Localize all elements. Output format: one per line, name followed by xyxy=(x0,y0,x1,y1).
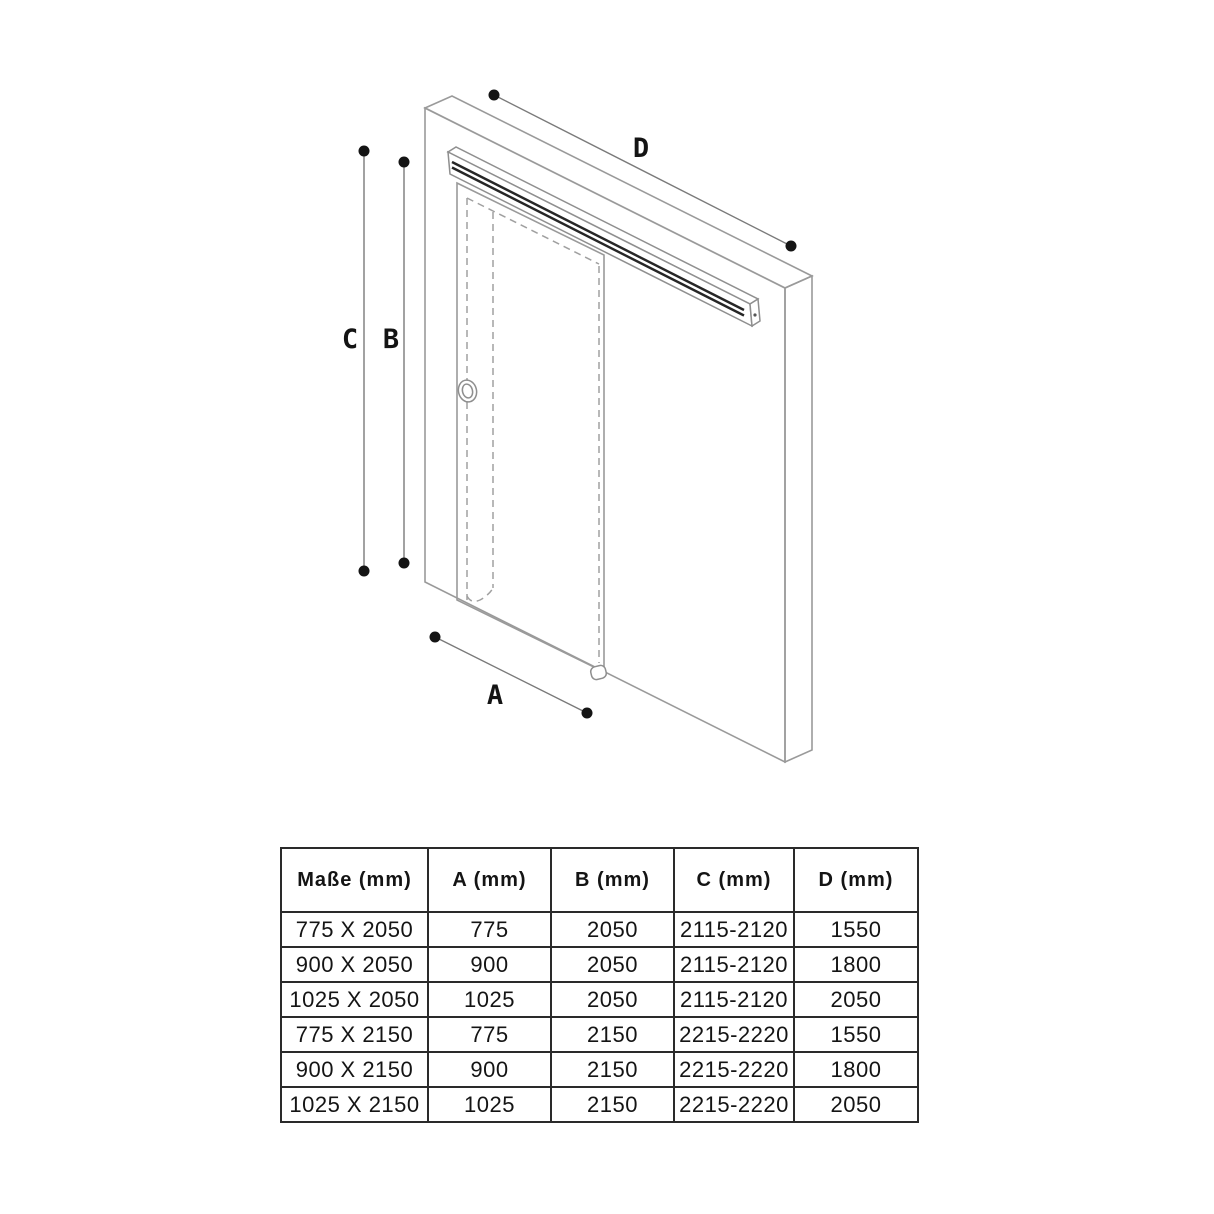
wall-side-face xyxy=(785,276,812,762)
dimension-dot xyxy=(399,157,410,168)
table-cell: 1800 xyxy=(794,947,918,982)
table-row xyxy=(281,947,918,982)
track-end-cap xyxy=(750,299,760,326)
table-cell: 900 X 2150 xyxy=(281,1052,428,1087)
table-cell: 2215-2220 xyxy=(674,1017,794,1052)
track-rail-groove-upper xyxy=(452,162,744,310)
table-cell: 2050 xyxy=(551,912,674,947)
table-row xyxy=(281,982,918,1017)
table-cell: 775 X 2150 xyxy=(281,1017,428,1052)
dimension-a xyxy=(430,632,593,719)
table-cell: 775 xyxy=(428,1017,551,1052)
track-end-screw xyxy=(753,313,756,316)
dimension-table xyxy=(280,847,919,1123)
table-cell: 1025 X 2050 xyxy=(281,982,428,1017)
table-cell: 2215-2220 xyxy=(674,1087,794,1122)
dimension-dot xyxy=(430,632,441,643)
table-row xyxy=(281,912,918,947)
dimension-label-c: C xyxy=(341,324,359,355)
opening-bottom-corner xyxy=(467,588,493,601)
header-cell-a: A (mm) xyxy=(428,848,551,912)
table-cell: 2150 xyxy=(551,1017,674,1052)
dimension-b xyxy=(383,157,410,569)
door-outline xyxy=(457,183,604,672)
table-row xyxy=(281,1087,918,1122)
header-cell-b: B (mm) xyxy=(551,848,674,912)
wall-front-face xyxy=(425,108,785,762)
dimension-dot xyxy=(359,146,370,157)
table-cell: 1025 xyxy=(428,982,551,1017)
header-cell-c: C (mm) xyxy=(674,848,794,912)
table-cell: 2050 xyxy=(551,982,674,1017)
dimension-label-a: A xyxy=(486,680,504,711)
table-cell: 2115-2120 xyxy=(674,947,794,982)
table-cell: 2150 xyxy=(551,1087,674,1122)
table-cell: 2115-2120 xyxy=(674,982,794,1017)
table-cell: 900 X 2050 xyxy=(281,947,428,982)
header-cell-d: D (mm) xyxy=(794,848,918,912)
dimension-c xyxy=(342,146,370,577)
table-cell: 2150 xyxy=(551,1052,674,1087)
table-cell: 2115-2120 xyxy=(674,912,794,947)
dimension-dot xyxy=(399,558,410,569)
table-cell: 1550 xyxy=(794,1017,918,1052)
table-cell: 1025 xyxy=(428,1087,551,1122)
table-cell: 1025 X 2150 xyxy=(281,1087,428,1122)
table-cell: 2050 xyxy=(794,1087,918,1122)
table-header-row xyxy=(281,848,918,912)
table-cell: 775 X 2050 xyxy=(281,912,428,947)
dimension-line-a xyxy=(435,637,587,713)
table-cell: 900 xyxy=(428,947,551,982)
dimension-dot xyxy=(786,241,797,252)
dimension-label-b: B xyxy=(382,324,400,355)
door-panel xyxy=(456,183,604,672)
door-opening-hidden-edges xyxy=(467,198,599,663)
dimension-dot xyxy=(582,708,593,719)
dimension-dot xyxy=(359,566,370,577)
table-cell: 2215-2220 xyxy=(674,1052,794,1087)
table-cell: 1800 xyxy=(794,1052,918,1087)
table-row xyxy=(281,1017,918,1052)
table-cell: 2050 xyxy=(794,982,918,1017)
table-cell: 2050 xyxy=(551,947,674,982)
table-row xyxy=(281,1052,918,1087)
table-cell: 1550 xyxy=(794,912,918,947)
dimension-dot xyxy=(489,90,500,101)
table-cell: 775 xyxy=(428,912,551,947)
dimension-d xyxy=(489,90,797,252)
dimension-label-d: D xyxy=(632,133,650,164)
track-rail-groove-lower xyxy=(452,168,744,316)
table-cell: 900 xyxy=(428,1052,551,1087)
header-cell-masse: Maße (mm) xyxy=(281,848,428,912)
